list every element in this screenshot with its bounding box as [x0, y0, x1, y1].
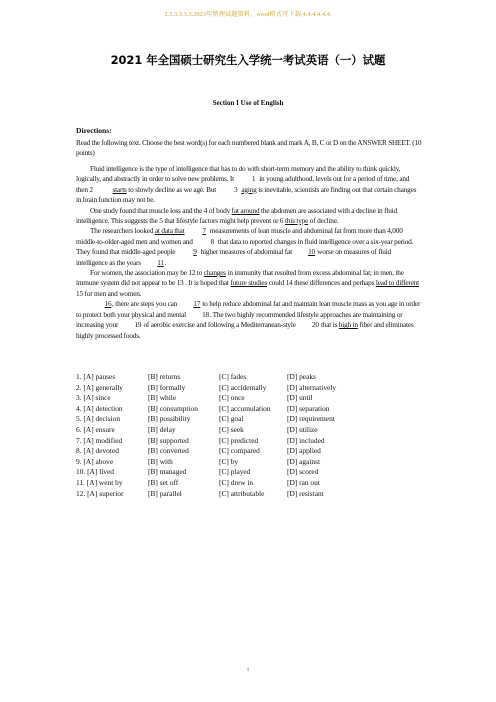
passage-paragraph-1 — [76, 164, 422, 206]
question-12-options — [76, 489, 436, 500]
option-b: [B] formally — [148, 382, 186, 392]
passage-text: fiber and eliminates highly processed foods. — [76, 320, 414, 340]
option-b: [B] returns — [148, 372, 181, 381]
option-b: [B] managed — [148, 467, 187, 477]
passage-paragraph-3 — [76, 226, 422, 268]
underlined-phrase: future studies — [230, 278, 268, 288]
option-c: [C] compared — [219, 446, 260, 456]
cloze-passage — [76, 164, 422, 341]
passage-text: The researchers looked — [90, 226, 154, 236]
passage-text: 15 for men and women. — [76, 288, 142, 298]
question-6-options — [76, 425, 436, 436]
passage-text: in young adulthood, levels out for a period of time, and then 2 — [76, 174, 410, 194]
question-8-options — [76, 446, 436, 457]
option-b: [B] delay — [148, 424, 176, 434]
passage-text: is inevitable, scientists are finding out that certain changes in brain function may not be. — [76, 184, 417, 205]
passage-text: that data to reported changes in fluid intelligence over a six-year period. They found that middle-aged people — [76, 236, 414, 257]
blank-10: 10 — [308, 247, 315, 257]
option-b: [B] supported — [148, 435, 189, 445]
option-d: [D] requirement — [287, 414, 335, 424]
passage-text: in immunity that resulted from excess abdominal fat; in men, the immune system did not appear to be 13 . It is hoped that — [76, 268, 404, 288]
header-download-link[interactable]: 2.3.3.3.3.3.2023年整理试题资料，word格式可下载.4.4.4.4.4.4. — [164, 11, 332, 18]
option-b: [B] set off — [148, 477, 179, 487]
option-c: [C] accumulation — [219, 403, 271, 413]
option-c: [C] played — [219, 467, 251, 477]
option-a: 2. [A] generally — [76, 382, 123, 392]
option-c: [C] predicted — [219, 435, 259, 445]
question-4-options — [76, 404, 436, 415]
passage-text: to help reduce abdominal fat and maintain lean muscle mass as you age in order to protect both your physical and mental — [76, 299, 421, 319]
directions-heading: Directions: — [76, 126, 112, 135]
blank-20: 20 — [311, 320, 319, 330]
passage-text: For women, the association may be 12 to — [90, 268, 203, 278]
option-a: 12. [A] superior — [76, 488, 124, 498]
option-c: [C] once — [219, 393, 245, 403]
option-c: [C] drew in — [219, 477, 254, 487]
page-title: 2021 年全国硕士研究生入学统一考试英语（一）试题 — [110, 53, 386, 67]
blank-1: 1 — [251, 174, 256, 184]
option-d: [D] applied — [287, 446, 321, 456]
option-d: [D] included — [287, 435, 325, 445]
option-d: [D] scored — [287, 467, 319, 477]
option-b: [B] parallel — [148, 488, 182, 498]
option-c: [C] fades — [219, 372, 247, 381]
section-heading: Section I Use of English — [212, 99, 284, 107]
passage-text: . — [164, 257, 167, 267]
option-a: 11. [A] went by — [76, 477, 123, 487]
directions-body: Read the following text. Choose the best word(s) for each numbered blank and mark A, B, C or D on the ANSWER SHEET. (10 points) — [76, 138, 422, 158]
underlined-phrase: lead to different — [375, 278, 419, 288]
underlined-phrase: changes — [203, 268, 226, 278]
option-c: [C] goal — [219, 414, 244, 424]
blank-16: 16 — [104, 299, 112, 309]
option-a: 5. [A] decision — [76, 414, 121, 424]
blank-8: 8 — [210, 236, 215, 246]
blank-17: 17 — [193, 299, 201, 309]
question-5-options — [76, 414, 436, 425]
passage-text: One study found that muscle loss and the 4 of body — [90, 205, 230, 215]
passage-text: of aerobic exercise and following a Mediterranean-style — [143, 320, 296, 330]
page-number: 1 — [246, 668, 250, 673]
option-b: [B] with — [148, 456, 173, 466]
passage-text: Fluid intelligence is the type of intelligence that has to do with short-term memory and the ability to think quickly, logically, and abstractly in order to solve new problems. It — [76, 164, 401, 184]
option-c: [C] by — [219, 456, 239, 466]
passage-text: that is — [320, 320, 338, 330]
option-d: [D] peaks — [287, 372, 316, 381]
underlined-phrase: fat around — [231, 205, 260, 215]
passage-text: . The two highly recommended lifestyle approaches are maintaining or increasing your — [76, 309, 403, 330]
passage-text: could 14 these differences and perhaps — [268, 278, 375, 288]
option-c: [C] attributable — [219, 488, 265, 498]
option-d: [D] until — [287, 393, 313, 403]
question-1-options — [76, 372, 436, 383]
option-b: [B] consumption — [148, 403, 198, 413]
question-10-options — [76, 467, 436, 478]
blank-3: 3 — [234, 184, 238, 194]
option-b: [B] possibility — [148, 414, 191, 424]
option-a: 6. [A] ensure — [76, 424, 115, 434]
underlined-phrase: starts — [112, 184, 127, 194]
passage-text: the abdomen are associated with a decline in fluid intelligence. This suggests the 5 that lifestyle factors might help prevent or 6 — [76, 205, 397, 226]
passage-paragraph-5 — [76, 299, 422, 341]
underlined-phrase: this type — [285, 216, 309, 226]
option-a: 3. [A] since — [76, 393, 111, 403]
option-d: [D] separation — [287, 403, 330, 413]
question-9-options — [76, 457, 436, 468]
passage-text: to slowly decline as we age. But — [128, 184, 217, 194]
passage-text: measurements of lean muscle and abdominal fat from more than 4,000 middle-to-older-aged men and women and — [76, 226, 403, 246]
blank-11: 11 — [157, 257, 164, 267]
passage-paragraph-4 — [76, 268, 422, 299]
passage-text: , there are steps you can — [112, 299, 178, 309]
question-11-options — [76, 478, 436, 489]
blank-18: 18 — [202, 309, 210, 319]
passage-text: of decline. — [309, 216, 339, 226]
question-3-options — [76, 393, 436, 404]
blank-19: 19 — [134, 320, 142, 330]
underlined-phrase: high in — [338, 320, 358, 330]
question-2-options — [76, 383, 436, 394]
underlined-phrase: aging — [241, 184, 257, 194]
option-d: [D] ran out — [287, 477, 320, 487]
passage-text: worse on measures of fluid intelligence as the years — [76, 247, 391, 267]
option-a: 8. [A] devoted — [76, 446, 119, 456]
option-c: [C] seek — [219, 424, 244, 434]
option-d: [D] resistant — [287, 488, 324, 498]
option-a: 10. [A] lived — [76, 467, 114, 477]
option-d: [D] utilize — [287, 424, 318, 434]
underlined-phrase: at data that — [154, 226, 185, 236]
option-a: 7. [A] modified — [76, 435, 123, 445]
option-a: 1. [A] pauses — [76, 372, 116, 381]
option-d: [D] alternatively — [287, 382, 337, 392]
option-a: 4. [A] detection — [76, 403, 123, 413]
option-b: [B] while — [148, 393, 177, 403]
blank-7: 7 — [202, 226, 206, 236]
passage-text: higher measures of abdominal fat — [200, 247, 292, 257]
passage-paragraph-2 — [76, 206, 422, 227]
blank-9: 9 — [193, 247, 197, 257]
option-d: [D] against — [287, 456, 321, 466]
answer-options-list — [76, 372, 436, 499]
option-c: [C] accidentally — [219, 382, 267, 392]
option-b: [B] converted — [148, 446, 189, 456]
option-a: 9. [A] above — [76, 456, 114, 466]
question-7-options — [76, 436, 436, 447]
